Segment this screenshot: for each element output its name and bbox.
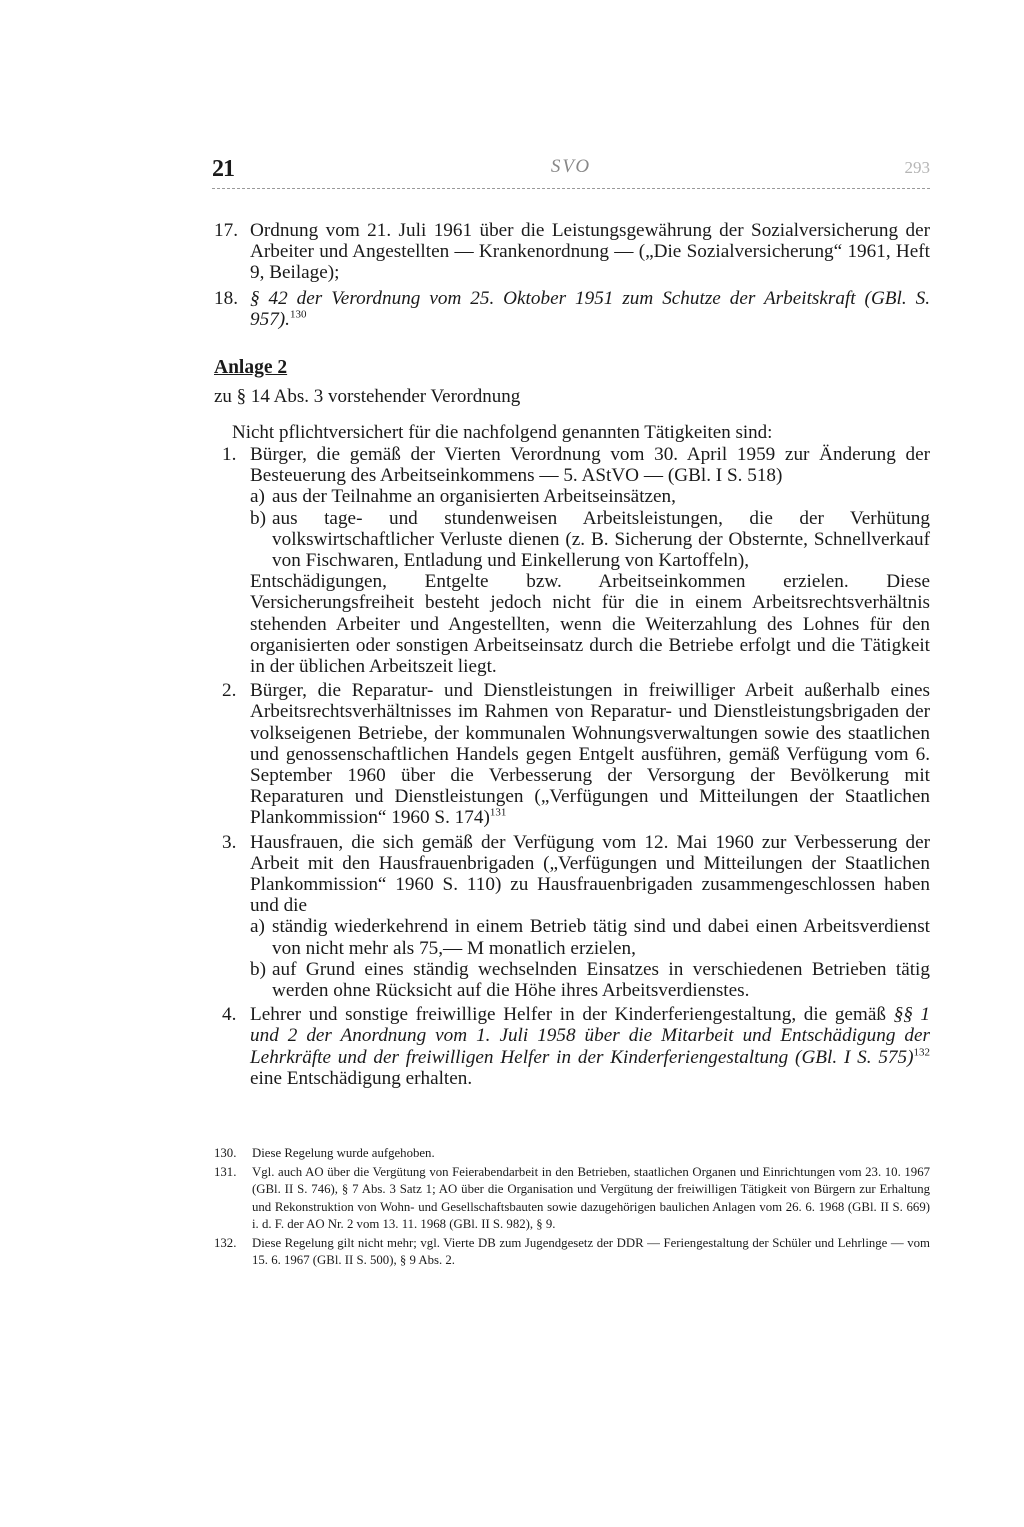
footnote-text: Vgl. auch AO über die Vergütung von Feierabendarbeit in den Betrieben, staatlichen Organen und Einrichtungen vom 23. 10. 1967 (GBl. II S. 746), § 7 Abs. 3 Satz 1; AO über die Organisation und Vergütung der freiwilligen Tätigkeit von Bürgern zur Erhaltung und Rekonstruktion von Wohn- und Gesellschaftsbauten sowie dazugehörigen baulichen Anlagen vom 26. 6. 1968 (GBl. II S. 669) i. d. F. der AO Nr. 2 vom 13. 11. 1968 (GBl. II S. 982), § 9. xyxy=(252,1165,930,1231)
footnote-number: 132. xyxy=(214,1236,237,1251)
footnotes xyxy=(214,1145,930,1271)
item-text xyxy=(250,1004,930,1089)
item-text-plain: Lehrer und sonstige freiwillige Helfer in der Kinderferiengestaltung, die gemäß xyxy=(250,1004,894,1026)
footnote-text: Diese Regelung gilt nicht mehr; vgl. Vierte DB zum Jugendgesetz der DDR — Feriengestaltung der Schüler und Lehrlinge — vom 15. 6. 1967 (GBl. II S. 500), § 9 Abs. 2. xyxy=(252,1236,930,1268)
sub-mark: b) xyxy=(250,958,266,980)
sublist xyxy=(250,486,930,571)
list-item xyxy=(214,680,930,828)
footnote-text: Diese Regelung wurde aufgehoben. xyxy=(252,1146,435,1160)
item-text xyxy=(250,680,930,828)
item-text xyxy=(250,288,930,330)
list-item xyxy=(214,288,930,330)
sublist-item xyxy=(250,916,930,958)
list-item xyxy=(214,220,930,284)
footnote xyxy=(214,1145,930,1162)
item-text: Ordnung vom 21. Juli 1961 über die Leistungsgewährung der Sozialversicherung der Arbeiter und Angestellten — Krankenordnung — („Die Sozialversicherung“ 1961, Heft 9, Beilage); xyxy=(250,220,930,284)
sub-mark: a) xyxy=(250,486,265,508)
item-number: 2. xyxy=(222,680,237,702)
list-item xyxy=(214,1004,930,1089)
sub-text: aus der Teilnahme an organisierten Arbeitseinsätzen, xyxy=(272,486,676,508)
annex-subtitle: zu § 14 Abs. 3 vorstehender Verordnung xyxy=(214,386,521,407)
footnote-number: 131. xyxy=(214,1165,237,1180)
sub-mark: a) xyxy=(250,916,265,938)
item-number: 18. xyxy=(214,287,238,309)
footnote xyxy=(214,1235,930,1269)
item-text-italic: §§ 1 und 2 der Anordnung vom 1. Juli 1958 über die Mitarbeit und Entschädigung der Lehrkräfte und der freiwilligen Helfer in der Kinderferiengestaltung (GBl. I S. 575) xyxy=(250,1004,930,1068)
sublist xyxy=(250,916,930,1001)
footnote xyxy=(214,1164,930,1233)
list-item xyxy=(214,832,930,1002)
footnote-number: 130. xyxy=(214,1146,237,1160)
header-title: SVO xyxy=(550,156,592,177)
item-number: 1. xyxy=(222,444,237,465)
item-number: 4. xyxy=(222,1004,237,1026)
item-number: 17. xyxy=(214,220,238,241)
list-item xyxy=(214,444,930,677)
header-rule xyxy=(212,188,930,189)
sublist-item xyxy=(250,486,930,507)
item-text-body: Bürger, die Reparatur- und Dienstleistungen in freiwilliger Arbeit außerhalb eines Arbeitsrechtsverhältnisses im Rahmen von Reparatur- und Dienstleistungsbrigaden der volkseigenen Betriebe, der kommunalen Wohnungsverwaltungen sowie des staatlichen und genossenschaftlichen Handels gegen Entgelt ausführen, gemäß Verfügung vom 6. September 1960 über die Verbesserung der Versorgung der Bevölkerung mit Reparaturen und Dienstleistungen („Verfügungen und Mitteilungen der Staatlichen Plankommission“ 1960 S. 174) xyxy=(250,680,930,829)
page-header xyxy=(212,150,930,190)
sublist-item xyxy=(250,959,930,1001)
item-text-body: § 42 der Verordnung vom 25. Oktober 1951 zum Schutze der Arbeitskraft (GBl. S. 957). xyxy=(250,287,930,330)
sub-text: ständig wiederkehrend in einem Betrieb tätig sind und dabei einen Arbeitsverdienst von nicht mehr als 75,— M monatlich erzielen, xyxy=(272,916,930,959)
annex-title: Anlage 2 xyxy=(214,357,288,378)
annex-intro: Nicht pflichtversichert für die nachfolgend genannten Tätigkeiten sind: xyxy=(232,422,773,443)
item-continuation: Entschädigungen, Entgelte bzw. Arbeitseinkommen erzielen. Diese Versicherungsfreiheit besteht jedoch nicht für die in einem Arbeitsrechtsverhältnis stehenden Arbeiter und Angestellten, wenn die Weiterzahlung des Lohnes für den organisierten oder sonstigen Arbeitseinsatz durch die Betriebe erfolgt und die Tätigkeit in der üblichen Arbeitszeit liegt. xyxy=(250,571,930,678)
item-text: Bürger, die gemäß der Vierten Verordnung vom 30. April 1959 zur Änderung der Besteuerung des Arbeitseinkommens — 5. AStVO — (GBl. I S. 518) xyxy=(250,444,930,487)
item-text: Hausfrauen, die sich gemäß der Verfügung vom 12. Mai 1960 zur Verbesserung der Arbeit mit den Hausfrauenbrigaden („Verfügungen und Mitteilungen der Staatlichen Plankommission“ 1960 S. 110) zu Hausfrauenbrigaden zusammengeschlossen haben und die xyxy=(250,831,930,917)
footnote-ref: 130 xyxy=(289,308,307,321)
item-text-end: eine Entschädigung erhalten. xyxy=(250,1067,473,1089)
annex-list xyxy=(214,444,930,1089)
sub-text: auf Grund eines ständig wechselnden Einsatzes in verschiedenen Betrieben tätig werden ohne Rücksicht auf die Höhe ihres Arbeitsverdienstes. xyxy=(272,958,930,1002)
sub-text: aus tage- und stundenweisen Arbeitsleistungen, die der Verhütung volkswirtschaftlicher Verluste dienen (z. B. Sicherung der Obsternte, Schnellverkauf von Fischwaren, Entladung und Einkellerung von Kartoffeln), xyxy=(272,507,930,572)
sublist-item xyxy=(250,508,930,572)
footnote-ref: 131 xyxy=(489,807,507,820)
footnote-ref: 132 xyxy=(913,1046,930,1059)
header-page-number: 293 xyxy=(904,158,930,177)
item-number: 3. xyxy=(222,831,237,853)
top-list xyxy=(214,220,930,330)
header-left-number: 21 xyxy=(212,156,234,182)
sub-mark: b) xyxy=(250,507,266,529)
